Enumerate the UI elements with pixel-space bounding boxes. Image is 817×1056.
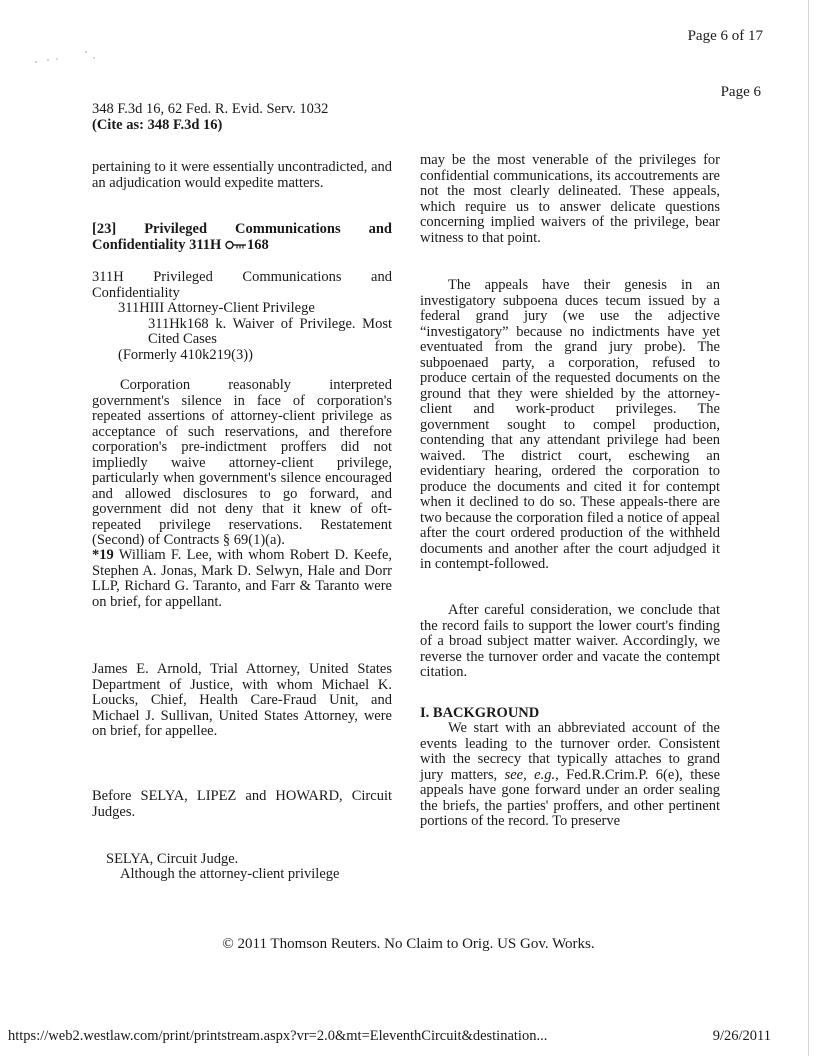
topic-line: 311H Privileged Communications and Confidentiality [92, 269, 392, 301]
opinion-opening: Although the attorney-client privilege [120, 866, 340, 882]
topic-line: (Formerly 410k219(3)) [118, 346, 253, 363]
page-label: Page 6 [720, 84, 761, 100]
headnote-key: 168 [246, 236, 269, 253]
headnote-text: Corporation reasonably interpreted government's silence in face of corporation's repeated assertions of attorney-client privilege as acceptance of such reservations, and therefore corporation's pre-indictment proffers did not impliedly waive attorney-client privilege, particularly when government's silence encouraged and allowed disclosures to go forward, and government did not deny that it knew of oft-repeated privilege reservations. Restatement (Second) of Contracts § 69(1)(a). [92, 377, 392, 548]
key-number-icon [225, 240, 247, 250]
opinion-paragraph: After careful consideration, we conclude that the record fails to support the lower court's finding of a broad subject matter waiver. Accordingly, we reverse the turnover order and vacate the contempt citation. [420, 602, 720, 680]
headnote-number: [23] [92, 221, 117, 237]
page-edge-line [808, 0, 809, 1056]
counsel-appellant: *19 William F. Lee, with whom Robert D. Keefe, Stephen A. Jonas, Mark D. Selwyn, Hale and Dorr LLP, Richard G. Taranto, and Farr & Taranto were on brief, for appellant. [92, 547, 392, 610]
headnote-title: Privileged Communications and Confidentiality 311H [92, 221, 392, 253]
opinion-paragraph: The appeals have their genesis in an investigatory subpoena duces tecum issued by a federal grand jury (we use the adjective “investigatory” because no indictments have yet eventuated from the grand jury probe). The subpoenaed party, a corporation, refused to produce certain of the requested documents on the ground that they were shielded by the attorney-client and work-product privileges. The government sought to compel production, contending that any attendant privilege had been waived. The district court, eschewing an evidentiary hearing, ordered the corporation to produce the documents and cited it for contempt when it declined to do so. These appeals-there are two because the corporation filed a notice of appeal after the court ordered production of the withheld documents and another after the court adjudged it in contempt-followed. [420, 277, 720, 572]
cite-as-line: (Cite as: 348 F.3d 16) [92, 117, 223, 133]
page-of-count: Page 6 of 17 [687, 28, 763, 44]
topic-line: 311HIII Attorney-Client Privilege [118, 300, 315, 316]
copyright-notice: © 2011 Thomson Reuters. No Claim to Orig. US Gov. Works. [222, 936, 595, 952]
author-line: SELYA, Circuit Judge. [106, 851, 239, 867]
opinion-paragraph: We start with an abbreviated account of the events leading to the turnover order. Consistent with the secrecy that typically attaches to grand jury matters, see, e.g., Fed.R.Crim.P. 6(e), these appeals have gone forward under an order sealing the briefs, the parties' proffers, and other pertinent portions of the record. To preserve [420, 720, 721, 829]
continued-paragraph: pertaining to it were essentially uncontradicted, and an adjudication would expedite matters. [92, 159, 392, 191]
counsel-appellee: James E. Arnold, Trial Attorney, United States Department of Justice, with whom Michael K. Loucks, Chief, Health Care-Fraud Unit, and Michael J. Sullivan, United States Attorney, were on brief, for appellee. [92, 661, 392, 739]
headnote-heading [92, 222, 392, 253]
topic-line: 311Hk168 k. Waiver of Privilege. Most Cited Cases [148, 315, 392, 347]
print-url: https://web2.westlaw.com/print/printstream.aspx?vr=2.0&mt=EleventhCircuit&destination... [8, 1028, 548, 1044]
section-heading: I. BACKGROUND [420, 705, 540, 721]
see-eg-signal: see, e.g., [504, 766, 559, 783]
citation-block [92, 101, 328, 133]
citation-line: 348 F.3d 16, 62 Fed. R. Evid. Serv. 1032 [92, 101, 329, 117]
scan-specks [30, 50, 110, 66]
print-date: 9/26/2011 [712, 1028, 771, 1044]
topic-block [92, 270, 392, 363]
opinion-paragraph: may be the most venerable of the privileges for confidential communications, its accoutrements are not the most clearly delineated. These appeals, which require us to answer delicate questions concerning implied waivers of the privilege, bear witness to that point. [420, 152, 720, 246]
star-page: *19 [92, 547, 114, 563]
panel-line: Before SELYA, LIPEZ and HOWARD, Circuit Judges. [92, 788, 392, 820]
